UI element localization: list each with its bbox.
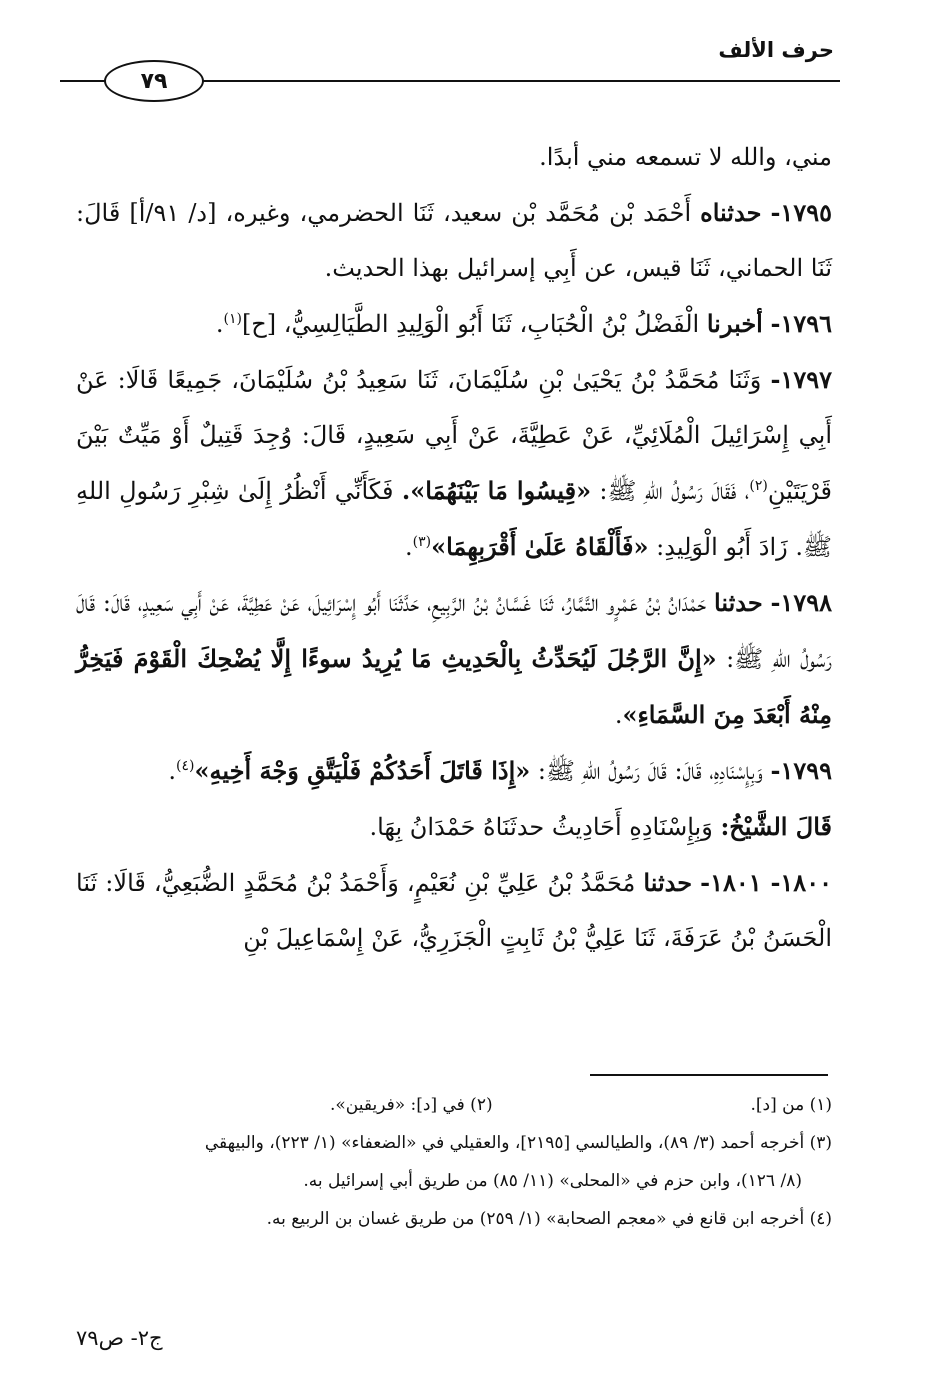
page-number-oval	[104, 60, 204, 102]
hadith-1800	[76, 855, 832, 966]
paragraph-end: .	[614, 701, 623, 729]
paragraph-text: مني، والله لا تسمعه مني أبدًا.	[539, 143, 832, 171]
footnote-1: (١) من [د].	[750, 1095, 832, 1115]
page-number: ٧٩	[140, 68, 168, 94]
paragraph-text: أَحْمَد بْن مُحَمَّد بْن سعيد، ثَنَا الحضرمي، وغيره، [د/ ٩١/أ] قَالَ: ثَنَا الحماني، ثَنَا قيس، عن أَبِي إسرائيل بهذا الحديث.	[76, 199, 832, 282]
footnotes	[80, 1086, 832, 1238]
footnote-marker: (٤)	[176, 758, 195, 774]
transmission-keyword: حدثناه	[700, 198, 762, 227]
transmission-keyword: حدثنا	[643, 868, 693, 897]
footnote-3-continuation: (٨/ ١٢٦)، وابن حزم في «المحلى» (١١/ ٨٥) من طريق أبي إسرائيل به.	[303, 1171, 802, 1191]
transmission-keyword: حدثنا	[714, 588, 763, 617]
shaykh-keyword: قَالَ الشَّيْخُ:	[720, 812, 832, 841]
prophetic-saying: «إِذَا قَاتَلَ أَحَدُكُمْ فَلْيَتَّقِ وَجْهَ أَخِيهِ»	[194, 756, 531, 785]
hadith-number: ١٨٠٠- ١٨٠١-	[700, 868, 832, 897]
hadith-number: ١٧٩٦-	[770, 309, 832, 338]
prophetic-saying: «قِيسُوا مَا بَيْنَهُمَا».	[401, 476, 592, 505]
hadith-1796	[76, 296, 832, 352]
hadith-number: ١٧٩٩-	[770, 756, 832, 785]
footnote-marker: (١)	[223, 311, 242, 327]
footnote-marker: (٣)	[412, 534, 432, 550]
hadith-number: ١٧٩٥-	[770, 198, 832, 227]
paragraph-end: .	[405, 533, 413, 561]
hadith-1795	[76, 185, 832, 296]
paragraph-text: وَبِإِسْنَادِهِ، قَالَ: قَالَ رَسُولُ اللهِ ﷺ:	[537, 757, 763, 785]
footnote-row	[80, 1086, 832, 1124]
shaykh-remark	[76, 799, 832, 855]
paragraph-text: مُحَمَّدُ بْنُ عَلِيِّ بْنِ نُعَيْمٍ، وَأَحْمَدُ بْنُ مُحَمَّدٍ الضُّبَعِيُّ، قَالَا: ثَنَا الْحَسَنُ بْنُ عَرَفَةَ، ثَنَا عَلِيُّ بْنُ ثَابِتٍ الْجَزَرِيُّ، عَنْ إِسْمَاعِيلَ بْنِ	[76, 869, 832, 952]
header-title: حرف الألف	[718, 38, 834, 62]
prophetic-saying: «إِنَّ الرَّجُلَ لَيُحَدِّثُ بِالْحَدِيثِ مَا يُرِيدُ سوءًا إِلَّا يُضْحِكَ الْقَوْمَ فَيَخِرُّ مِنْهُ أَبْعَدَ مِنَ السَّمَاءِ»	[76, 644, 832, 729]
paragraph-text: ، فَقَالَ رَسُولُ اللهِ ﷺ:	[599, 477, 750, 505]
paragraph-text: الْفَضْلُ بْنُ الْحُبَابِ، ثَنَا أَبُو الْوَلِيدِ الطَّيَالِسِيُّ، [ح]	[241, 310, 700, 338]
hadith-1799	[76, 743, 832, 799]
transmission-keyword: أخبرنا	[706, 309, 763, 338]
hadith-1797	[76, 352, 832, 575]
hadith-1798	[76, 575, 832, 743]
hadith-number: ١٧٩٧-	[770, 365, 832, 394]
prophetic-saying: «فَأَلْقَاهُ عَلَىٰ أَقْرَبِهِمَا»	[431, 532, 649, 561]
paragraph-text: وَبِإِسْنَادِهِ أَحَادِيثُ حدثَنَاهُ حَمْدَانُ بِهَا.	[369, 813, 713, 841]
paragraph-end: .	[215, 310, 224, 338]
paragraph-end: .	[168, 757, 177, 785]
hadith-number: ١٧٩٨-	[770, 588, 832, 617]
footnote-3: (٣) أخرجه أحمد (٣/ ٨٩)، والطيالسي [٢١٩٥]، والعقيلي في «الضعفاء» (١/ ٢٢٣)، والبيهقي	[204, 1133, 832, 1153]
main-text	[76, 130, 832, 966]
footnote-4: (٤) أخرجه ابن قانع في «معجم الصحابة» (١/ ٢٥٩) من طريق غسان بن الربيع به.	[266, 1209, 832, 1229]
footnote-rule	[590, 1074, 828, 1076]
paragraph-continuation	[76, 130, 832, 185]
paragraph-text: وَثَنَا مُحَمَّدُ بْنُ يَحْيَىٰ بْنِ سُلَيْمَانَ، ثَنَا سَعِيدُ بْنُ سُلَيْمَانَ، جَمِيعًا قَالَا: عَنْ أَبِي إِسْرَائِيلَ الْمُلَائِيِّ، عَنْ عَطِيَّةَ، عَنْ أَبِي سَعِيدٍ، قَالَ: وُجِدَ قَتِيلٌ أَوْ مَيِّتٌ بَيْنَ قَرْيَتَيْنِ	[76, 366, 832, 505]
footnote-marker: (٢)	[749, 478, 768, 494]
paragraph-text: فَكَأَنِّي أَنْظُرُ إِلَىٰ شِبْرِ رَسُولِ اللهِ ﷺ. زَادَ أَبُو الْوَلِيدِ:	[76, 477, 832, 561]
paragraph-text: حَمْدَانُ بْنُ عَمْرٍو التَّمَّارُ، ثَنَا غَسَّانُ بْنُ الرَّبِيعِ، حَدَّثَنَا أَبُو إِسْرَائِيلَ، عَنْ عَطِيَّةَ، عَنْ أَبِي سَعِيدٍ، قَالَ: قَالَ رَسُولُ اللهِ ﷺ:	[76, 589, 833, 673]
footnote-2: (٢) في [د]: «فريقين».	[330, 1095, 493, 1115]
volume-page-reference: ج٢- ص٧٩	[76, 1326, 163, 1350]
